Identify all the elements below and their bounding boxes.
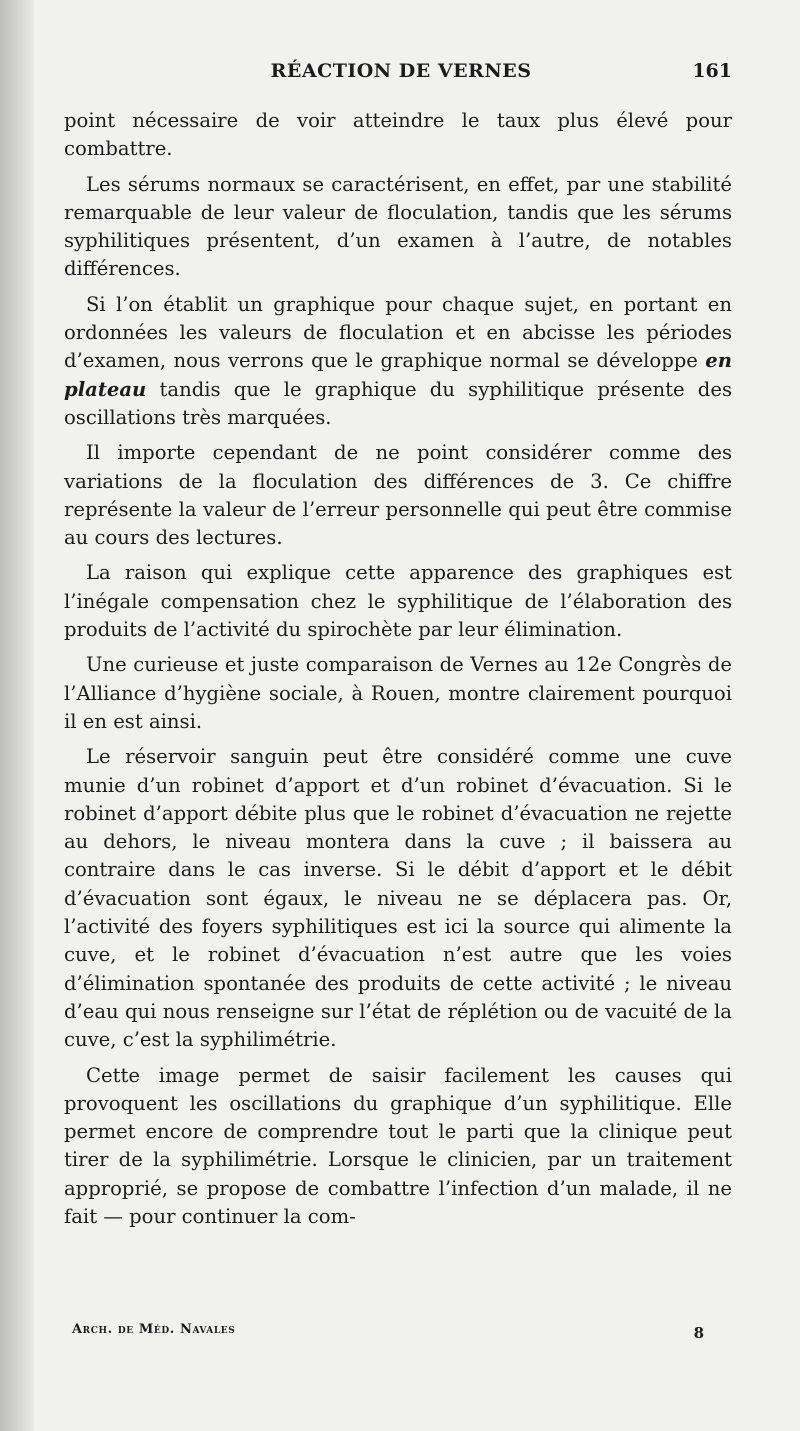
running-head bbox=[70, 60, 732, 88]
paragraph-3-part-2: tandis que le graphique du syphilitique présente des oscillations très marquées. bbox=[64, 377, 732, 429]
page-footer bbox=[72, 1318, 704, 1348]
gathering-signature-mark: 8 bbox=[693, 1324, 704, 1342]
paragraph-5: La raison qui explique cette apparence des graphiques est l’inégale compensation chez le syphilitique de l’élaboration des produits de l’activité du spirochète par leur élimination. bbox=[64, 561, 732, 642]
paragraph-3 bbox=[64, 291, 732, 432]
running-title: RÉACTION DE VERNES bbox=[270, 60, 532, 82]
paragraph-2: Les sérums normaux se caractérisent, en effet, par une stabilité remarquable de leur valeur de floculation, tandis que les sérums syphilitiques présentent, d’un examen à l’autre, de notables différences. bbox=[64, 172, 732, 281]
paragraph-3-part-1: Si l’on établit un graphique pour chaque sujet, en portant en ordonnées les valeurs de floculation et en abcisse les périodes d’examen, nous verrons que le graphique normal se développe bbox=[64, 292, 732, 373]
paragraph-1: point nécessaire de voir atteindre le taux plus élevé pour combattre. bbox=[64, 109, 732, 161]
paragraph-8: Cette image permet de saisir facilement les causes qui provoquent les oscillations du graphique d’un syphilitique. Elle permet encore de comprendre tout le parti que la clinique peut tirer de la syphilimétrie. Lorsque le clinicien, par un traitement approprié, se propose de combattre l’infection d’un malade, il ne fait — pour continuer la com- bbox=[64, 1063, 732, 1228]
journal-signature-line: Arch. de Méd. Navales bbox=[72, 1322, 236, 1337]
paragraph-7: Le réservoir sanguin peut être considéré comme une cuve munie d’un robinet d’apport et d’un robinet d’évacuation. Si le robinet d’apport débite plus que le robinet d’évacuation ne rejette au dehors, le niveau montera dans la cuve ; il baissera au contraire dans le cas inverse. Si le débit d’apport et le débit d’évacuation sont égaux, le niveau ne se déplacera pas. Or, l’activité des foyers syphilitiques est ici la source qui alimente la cuve, et le robinet d’évacuation n’est autre que les voies d’élimination spontanée des produits de cette activité ; le niveau d’eau qui nous renseigne sur l’état de réplétion ou de vacuité de la cuve, c’est la syphilimétrie. bbox=[64, 745, 732, 1052]
paragraph-4: Il importe cependant de ne point considérer comme des variations de la floculation des différences de 3. Ce chiffre représente la valeur de l’erreur personnelle qui peut être commise au cours des lectures. bbox=[64, 441, 732, 550]
page-number: 161 bbox=[692, 60, 732, 82]
paragraph-6: Une curieuse et juste comparaison de Vernes au 12e Congrès de l’Alliance d’hygiène sociale, à Rouen, montre clairement pourquoi il en est ainsi. bbox=[64, 653, 732, 733]
emphasis-en-plateau: en plateau bbox=[64, 349, 732, 401]
body-text bbox=[64, 107, 732, 1238]
